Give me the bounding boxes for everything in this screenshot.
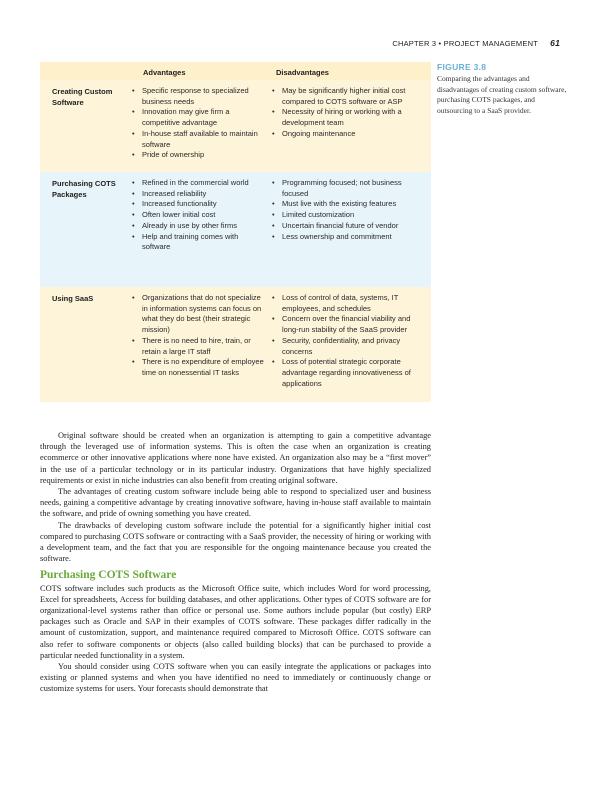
section-label: PROJECT MANAGEMENT — [443, 39, 538, 48]
body-text — [40, 430, 431, 695]
advantages-cell — [130, 178, 268, 253]
disadvantages-cell — [270, 86, 420, 140]
chapter-label: CHAPTER 3 — [392, 39, 437, 48]
list-item: • Must live with the existing features — [270, 199, 420, 210]
row-label: Purchasing COTS Packages — [52, 179, 116, 199]
list-item: • In-house staff available to maintain software — [130, 129, 268, 150]
paragraph: The drawbacks of developing custom software include the potential for a significantly higher initial cost compared to purchasing COTS software or contracting with a SaaS provider, the necessity of hiring or working with a development team, and the fact that you are responsible for the ongoing maintenance because you created the software. — [40, 520, 431, 564]
list-item: • Uncertain financial future of vendor — [270, 221, 420, 232]
list-item: • Increased reliability — [130, 189, 268, 200]
list-item: • Organizations that do not specialize in information systems can focus on what they do best (their strategic mission) — [130, 293, 268, 336]
list-item: • May be significantly higher initial cost compared to COTS software or ASP — [270, 86, 420, 107]
table-row — [40, 287, 431, 402]
disadvantages-cell — [270, 178, 420, 242]
disadvantages-cell — [270, 293, 420, 389]
list-item: • Increased functionality — [130, 199, 268, 210]
list-item: • Security, confidentiality, and privacy concerns — [270, 336, 420, 357]
table-row — [40, 80, 431, 172]
paragraph: COTS software includes such products as the Microsoft Office suite, which includes Word for word processing, Excel for spreadsheets, Access for building databases, and other applications. Other types of COTS software are for organizational-level systems rather than office or personal use. Some authors include popular (but costly) ERP packages such as Oracle and SAP in their examples of COTS software. These packages differ radically in the amount of customization, support, and maintenance required compared to Microsoft Office. COTS software can also refer to software components or objects (also called building blocks) that can be purchased to provide a particular needed functionality in a system. — [40, 583, 431, 660]
advantages-cell — [130, 86, 268, 161]
list-item: • Help and training comes with software — [130, 232, 268, 253]
paragraph: The advantages of creating custom software include being able to respond to specialized user and business needs, gaining a competitive advantage by creating innovative software, having in-house staff available to maintain the software, and pride of owning something you have created. — [40, 487, 431, 519]
figure-label: FIGURE 3.8 — [437, 62, 487, 72]
list-item: • Already in use by other firms — [130, 221, 268, 232]
table-row — [40, 172, 431, 287]
row-label: Creating Custom Software — [52, 87, 113, 107]
list-item: • Less ownership and commitment — [270, 232, 420, 243]
list-item: • Innovation may give firm a competitive advantage — [130, 107, 268, 128]
paragraph: Original software should be created when an organization is attempting to gain a competitive advantage through the leveraged use of information systems. This is often the case when an organization is creating ecommerce or other innovative applications where none have existed. An organization also may be a “first mover” in the use of a particular technology or in its particular industry. Organizations that have highly specialized requirements or exist in niche industries can also benefit from creating original software. — [40, 431, 431, 485]
section-heading: Purchasing COTS Software — [40, 569, 177, 582]
list-item: • Limited customization — [270, 210, 420, 221]
list-item: • Often lower initial cost — [130, 210, 268, 221]
list-item: • Loss of potential strategic corporate advantage regarding innovativeness of applications — [270, 357, 420, 389]
paragraph: You should consider using COTS software when you can easily integrate the applications or packages into existing or planned systems and when you have identified no need to immediately or continuously change or customize systems for users. Your forecasts should demonstrate that — [40, 662, 431, 694]
running-head — [392, 38, 560, 48]
separator: • — [438, 39, 442, 48]
page-number: 61 — [550, 38, 560, 48]
advantages-cell — [130, 293, 268, 379]
list-item: • Specific response to specialized business needs — [130, 86, 268, 107]
figure-caption: Comparing the advantages and disadvantages of creating custom software, purchasing COTS packages, and outsourcing to a SaaS provider. — [437, 74, 567, 115]
list-item: • There is no need to hire, train, or retain a large IT staff — [130, 336, 268, 357]
table-header-row — [40, 62, 431, 80]
list-item: • Loss of control of data, systems, IT employees, and schedules — [270, 293, 420, 314]
comparison-table — [40, 62, 431, 402]
header-advantages: Advantages — [143, 68, 186, 77]
list-item: • Programming focused; not business focused — [270, 178, 420, 199]
list-item: • Refined in the commercial world — [130, 178, 268, 189]
list-item: • Ongoing maintenance — [270, 129, 420, 140]
header-disadvantages: Disadvantages — [276, 68, 329, 77]
row-label: Using SaaS — [52, 294, 94, 303]
list-item: • Pride of ownership — [130, 150, 268, 161]
list-item: • There is no expenditure of employee time on nonessential IT tasks — [130, 357, 268, 378]
list-item: • Concern over the financial viability and long-run stability of the SaaS provider — [270, 314, 420, 335]
list-item: • Necessity of hiring or working with a development team — [270, 107, 420, 128]
